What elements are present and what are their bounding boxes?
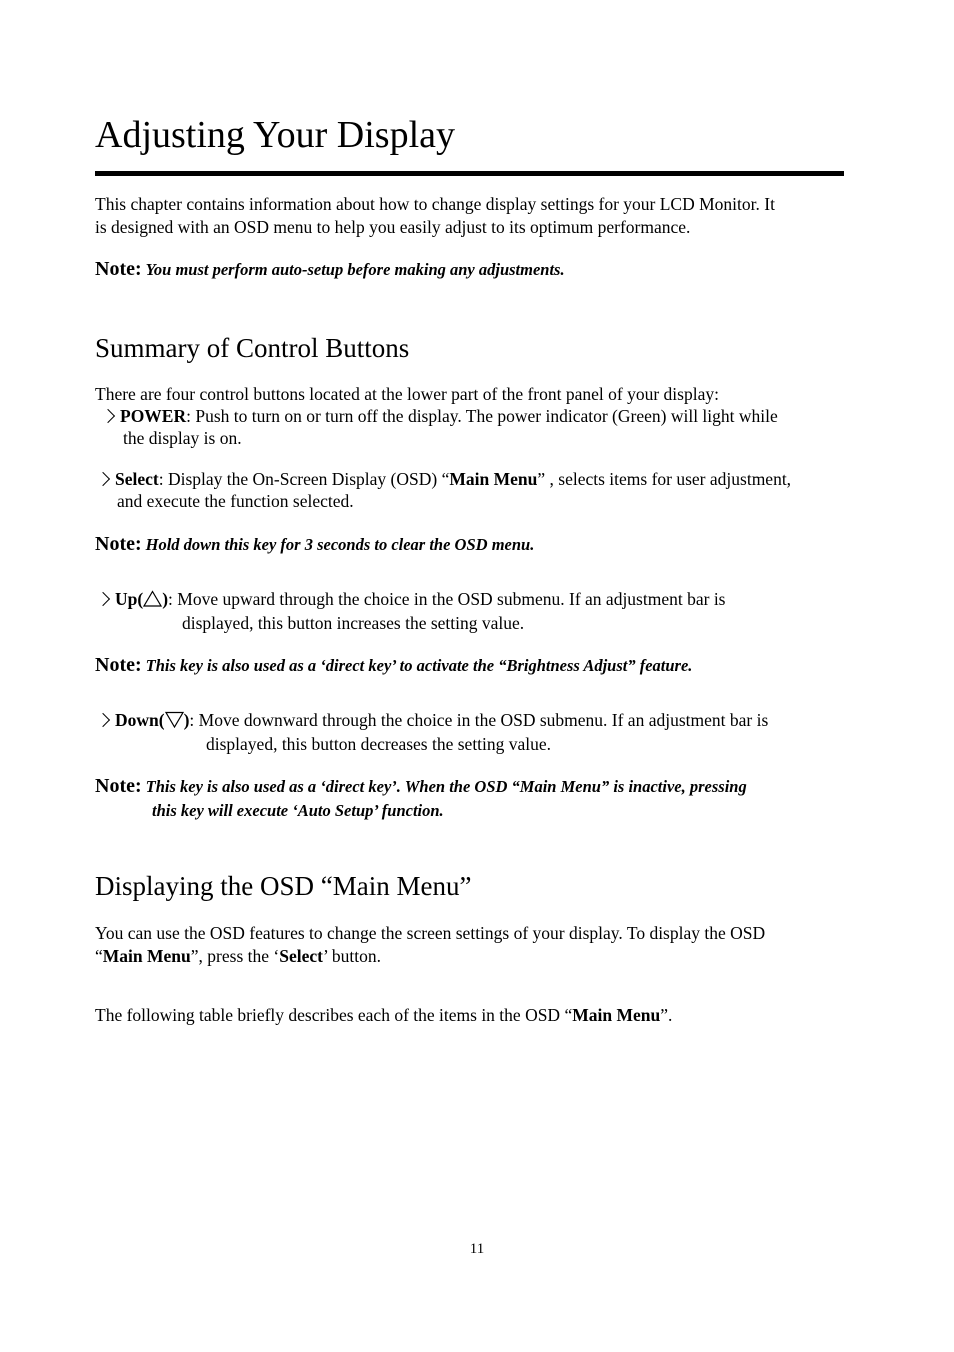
title-rule (95, 171, 844, 176)
down-label: Down( ) (115, 710, 190, 730)
triangle-down-icon (165, 711, 184, 728)
note-auto-setup (95, 258, 565, 281)
up-item (95, 588, 726, 611)
triangle-up-icon (143, 590, 162, 607)
note-text: You must perform auto-setup before making any adjustments. (145, 260, 565, 279)
note-text: This key is also used as a ‘direct key’. When the OSD “Main Menu” is inactive, pressing (145, 777, 747, 796)
power-desc-line-2: the display is on. (123, 428, 242, 448)
up-label: Up( ) (115, 589, 169, 609)
down-desc-line-2: displayed, this button decreases the setting value. (206, 734, 552, 754)
section-heading-osd-main-menu: Displaying the OSD “Main Menu” (95, 871, 472, 901)
note-label: Note: (95, 258, 142, 280)
intro-paragraph (95, 193, 855, 238)
note-clear-osd (95, 533, 534, 556)
note-text-line-2: this key will execute ‘Auto Setup’ function. (152, 801, 444, 820)
section-heading-control-buttons: Summary of Control Buttons (95, 333, 410, 363)
select-term: Select (279, 945, 323, 966)
main-menu-term: Main Menu (572, 1005, 661, 1025)
note-text: Hold down this key for 3 seconds to clear the OSD menu. (145, 535, 535, 554)
power-item (100, 405, 778, 428)
table-intro-paragraph: The following table briefly describes each of the items in the OSD “Main Menu”. (95, 1005, 673, 1025)
main-menu-term: Main Menu (102, 945, 191, 966)
osd-line-1: You can use the OSD features to change the screen settings of your display. To display the OSD (95, 923, 766, 943)
buttons-intro: There are four control buttons located at the lower part of the front panel of your display: (95, 384, 719, 404)
power-label: POWER (120, 406, 187, 426)
note-text: This key is also used as a ‘direct key’ to activate the “Brightness Adjust” feature. (145, 656, 693, 675)
arrow-right-icon (95, 709, 115, 732)
note-label: Note: (95, 775, 142, 797)
note-auto-setup-key (95, 775, 747, 798)
page-number: 11 (469, 1241, 485, 1257)
select-desc-cont: ” , selects items for user adjustment, (537, 469, 792, 489)
down-desc: : Move downward through the choice in the OSD submenu. If an adjustment bar is (189, 710, 769, 730)
select-label: Select (115, 469, 159, 489)
arrow-right-icon (95, 588, 115, 611)
osd-line-2: “Main Menu”, press the ‘Select’ button. (95, 945, 381, 966)
select-item (95, 468, 791, 491)
intro-line-1: This chapter contains information about how to change display settings for your LCD Monitor. It (95, 194, 775, 214)
up-desc-line-2: displayed, this button increases the setting value. (182, 613, 525, 633)
page-title: Adjusting Your Display (95, 114, 455, 156)
select-desc-line-2: and execute the function selected. (117, 491, 354, 511)
select-desc: : Display the On-Screen Display (OSD) “ (158, 469, 450, 489)
arrow-right-icon (100, 405, 120, 428)
note-brightness (95, 654, 692, 677)
power-desc: : Push to turn on or turn off the display. The power indicator (Green) will light while (186, 406, 778, 426)
note-label: Note: (95, 654, 142, 676)
intro-line-2: is designed with an OSD menu to help you easily adjust to its optimum performance. (95, 216, 691, 237)
note-label: Note: (95, 533, 142, 555)
up-desc: : Move upward through the choice in the OSD submenu. If an adjustment bar is (168, 589, 726, 609)
osd-paragraph (95, 922, 875, 967)
arrow-right-icon (95, 468, 115, 491)
main-menu-term: Main Menu (449, 469, 538, 489)
down-item (95, 709, 768, 732)
